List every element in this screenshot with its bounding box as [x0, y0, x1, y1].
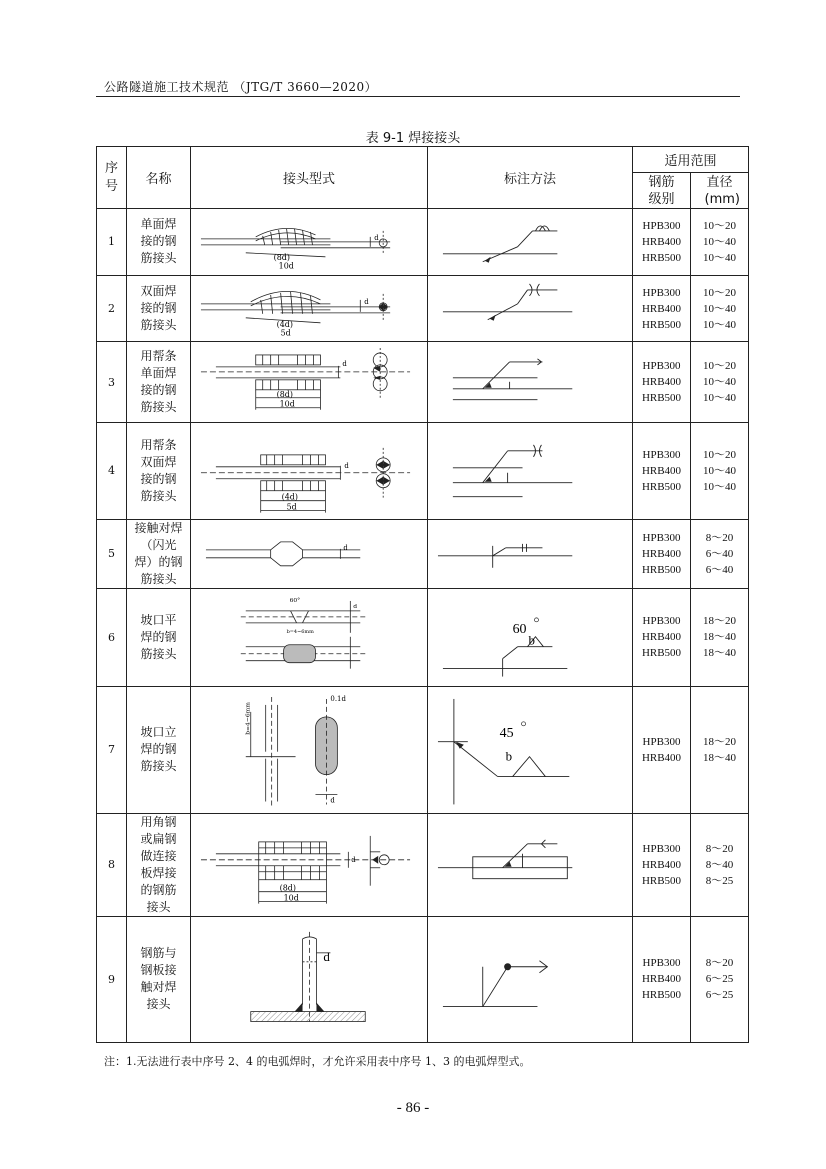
dia-value: 10～40 — [703, 251, 736, 264]
mark-figure — [428, 519, 633, 588]
dia-cell — [691, 588, 749, 687]
mark-figure — [428, 275, 633, 342]
grade-value: HRB400 — [641, 631, 682, 644]
header-scope: 适用范围 — [633, 147, 749, 173]
row-number: 2 — [97, 275, 127, 342]
joint-figure — [191, 588, 428, 687]
grade-value: HRB500 — [641, 392, 682, 405]
dim-label: d — [342, 360, 347, 369]
row-number: 7 — [97, 687, 127, 813]
joint-drawing-2 — [191, 276, 427, 342]
grade-value: HPB300 — [642, 615, 681, 628]
grade-cell — [633, 519, 691, 588]
joint-figure — [191, 687, 428, 813]
joint-figure — [191, 275, 428, 342]
dim-label: 0.1d — [330, 695, 346, 704]
row-name-text: 坡口立焊的钢筋接头 — [140, 725, 177, 774]
dia-cell — [691, 813, 749, 916]
dim-label: d — [344, 461, 349, 470]
dim-label: 5d — [286, 502, 297, 512]
joint-drawing-7 — [191, 687, 427, 812]
grade-cell — [633, 687, 691, 813]
dia-cell — [691, 687, 749, 813]
dia-cell — [691, 275, 749, 342]
row-name-text: 双面焊接的钢筋接头 — [140, 284, 177, 333]
dia-value: 10～40 — [703, 464, 736, 477]
grade-value: HPB300 — [642, 957, 681, 970]
grade-value: HPB300 — [642, 448, 681, 461]
dia-value: 8～20 — [705, 842, 734, 855]
joint-figure — [191, 813, 428, 916]
joint-figure — [191, 423, 428, 520]
row-name — [127, 687, 191, 813]
dim-label: (4d) — [281, 492, 298, 502]
header-mark: 标注方法 — [428, 147, 633, 209]
header-name: 名称 — [127, 147, 191, 209]
joint-figure — [191, 916, 428, 1042]
mark-figure — [428, 588, 633, 687]
grade-cell — [633, 916, 691, 1042]
header-joint: 接头型式 — [191, 147, 428, 209]
dia-value: 8～40 — [705, 858, 734, 871]
table-row — [97, 687, 749, 813]
dim-label: 10d — [279, 400, 295, 410]
grade-value: HRB400 — [641, 235, 682, 248]
dia-cell — [691, 519, 749, 588]
grade-value: HRB500 — [641, 647, 682, 660]
joint-drawing-8 — [191, 814, 427, 916]
grade-cell — [633, 813, 691, 916]
dia-value: 10～20 — [703, 448, 736, 461]
table-row — [97, 342, 749, 423]
grade-value: HPB300 — [642, 531, 681, 544]
row-name — [127, 342, 191, 423]
row-number: 3 — [97, 342, 127, 423]
dia-cell — [691, 423, 749, 520]
dim-label: b=4~6mm — [286, 628, 314, 635]
table-row — [97, 916, 749, 1042]
row-name — [127, 423, 191, 520]
table-note: 注：1.无法进行表中序号 2、4 的电弧焊时，才允许采用表中序号 1、3 的电弧焊型式。 — [104, 1055, 531, 1068]
mark-drawing-6 — [428, 589, 632, 687]
row-number: 5 — [97, 519, 127, 588]
mark-figure — [428, 916, 633, 1042]
grade-cell — [633, 275, 691, 342]
grade-cell — [633, 209, 691, 276]
row-name-text: 用帮条单面焊接的钢筋接头 — [140, 349, 177, 415]
dia-value: 8～20 — [705, 531, 734, 544]
running-header: 公路隧道施工技术规范 （JTG/T 3660—2020） — [104, 80, 378, 94]
mark-figure — [428, 813, 633, 916]
table-row — [97, 209, 749, 276]
grade-value: HRB500 — [641, 989, 682, 1002]
dia-cell — [691, 916, 749, 1042]
row-number: 1 — [97, 209, 127, 276]
angle-label: 60 — [512, 621, 527, 637]
grade-value: HPB300 — [642, 286, 681, 299]
angle-label: 60° — [289, 596, 301, 604]
row-name — [127, 209, 191, 276]
row-number: 9 — [97, 916, 127, 1042]
row-name-text: 用角钢或扁钢做连接板焊接的钢筋接头 — [140, 814, 177, 914]
dia-value: 10～40 — [703, 480, 736, 493]
header-seq — [97, 147, 127, 209]
grade-value: HRB400 — [641, 302, 682, 315]
row-name-text: 单面焊接的钢筋接头 — [140, 217, 177, 266]
row-name-text: 用帮条双面焊接的钢筋接头 — [140, 437, 177, 503]
dim-label: d — [364, 297, 369, 306]
mark-drawing-4 — [428, 423, 632, 519]
joint-figure — [191, 209, 428, 276]
row-name-text: 坡口平焊的钢筋接头 — [140, 612, 177, 661]
header-rule — [96, 96, 740, 97]
dim-label: d — [351, 855, 356, 864]
grade-value: HRB500 — [641, 563, 682, 576]
dia-value: 6～25 — [705, 989, 734, 1002]
dim-label: d — [343, 543, 348, 552]
grade-value: HRB400 — [641, 547, 682, 560]
row-name — [127, 588, 191, 687]
dia-value: 6～25 — [705, 973, 734, 986]
row-name-text: 钢筋与钢板接触对焊接头 — [140, 946, 177, 1012]
dim-label: b=4~6mm — [244, 702, 252, 736]
grade-value: HRB500 — [641, 480, 682, 493]
dia-value: 18～20 — [703, 615, 736, 628]
header-dia: 直径(mm) — [691, 173, 749, 209]
dia-value: 18～40 — [703, 751, 736, 764]
row-number: 8 — [97, 813, 127, 916]
grade-value: HRB500 — [641, 874, 682, 887]
mark-drawing-8 — [428, 814, 632, 916]
mark-figure — [428, 342, 633, 423]
dim-label: d — [353, 602, 358, 610]
dia-value: 10～40 — [703, 376, 736, 389]
mark-figure — [428, 423, 633, 520]
table-caption: 表 9-1 焊接接头 — [365, 131, 461, 146]
mark-drawing-9 — [428, 917, 632, 1042]
row-name — [127, 275, 191, 342]
mark-drawing-5 — [428, 520, 632, 588]
dia-cell — [691, 209, 749, 276]
table-row — [97, 275, 749, 342]
grade-value: HRB400 — [641, 464, 682, 477]
row-number: 6 — [97, 588, 127, 687]
joint-drawing-4 — [191, 423, 427, 519]
joint-drawing-3 — [191, 342, 427, 422]
dim-label: (8d) — [273, 252, 291, 262]
dim-label: 10d — [278, 261, 294, 271]
table-row — [97, 423, 749, 520]
dia-value: 8～25 — [705, 874, 734, 887]
row-name — [127, 813, 191, 916]
dia-value: 10～40 — [703, 235, 736, 248]
mark-figure — [428, 209, 633, 276]
grade-value: HRB500 — [641, 251, 682, 264]
gap-label: b — [505, 748, 513, 764]
dim-label: d — [330, 796, 335, 805]
dia-value: 10～40 — [703, 392, 736, 405]
grade-cell — [633, 423, 691, 520]
grade-cell — [633, 342, 691, 423]
row-name — [127, 519, 191, 588]
mark-drawing-2 — [428, 276, 632, 342]
dia-value: 6～40 — [705, 563, 734, 576]
joint-figure — [191, 342, 428, 423]
joint-figure — [191, 519, 428, 588]
grade-value: HPB300 — [642, 219, 681, 232]
header-seq-text: 序号 — [104, 160, 118, 194]
dim-label: d — [374, 233, 379, 242]
dim-label: 5d — [280, 328, 291, 338]
table-row — [97, 813, 749, 916]
row-name — [127, 916, 191, 1042]
dia-value: 8～20 — [705, 957, 734, 970]
dim-label: d — [323, 948, 330, 964]
mark-drawing-3 — [428, 342, 632, 422]
table-row — [97, 588, 749, 687]
dia-value: 10～40 — [703, 318, 736, 331]
page-number: - 86 - — [396, 1100, 430, 1116]
grade-value: HRB400 — [641, 751, 682, 764]
grade-value: HPB300 — [642, 360, 681, 373]
grade-value: HPB300 — [642, 842, 681, 855]
dia-value: 10～40 — [703, 302, 736, 315]
grade-value: HRB400 — [641, 973, 682, 986]
row-name-text: 接触对焊（闪光焊）的钢筋接头 — [134, 520, 183, 586]
dia-cell — [691, 342, 749, 423]
joint-drawing-5 — [191, 520, 427, 588]
joint-drawing-9 — [191, 917, 427, 1042]
angle-label: 45 — [499, 726, 514, 742]
mark-drawing-7 — [428, 687, 632, 812]
dim-label: (8d) — [279, 883, 296, 893]
dia-value: 10～20 — [703, 360, 736, 373]
dia-value: 10～20 — [703, 219, 736, 232]
grade-cell — [633, 588, 691, 687]
table-row — [97, 519, 749, 588]
mark-figure — [428, 687, 633, 813]
grade-value: HRB400 — [641, 376, 682, 389]
dim-label: 10d — [283, 893, 299, 903]
dia-value: 18～40 — [703, 631, 736, 644]
grade-value: HRB400 — [641, 858, 682, 871]
joint-drawing-1 — [191, 209, 427, 275]
mark-drawing-1 — [428, 209, 632, 275]
dim-label: (4d) — [276, 319, 293, 329]
dia-value: 10～20 — [703, 286, 736, 299]
gap-label: b — [528, 632, 535, 648]
grade-value: HPB300 — [642, 735, 681, 748]
row-number: 4 — [97, 423, 127, 520]
dia-value: 18～20 — [703, 735, 736, 748]
grade-value: HRB500 — [641, 318, 682, 331]
dia-value: 6～40 — [705, 547, 734, 560]
header-grade: 钢筋级别 — [633, 173, 691, 209]
dim-label: (8d) — [276, 390, 293, 400]
welding-joint-table — [96, 146, 749, 1043]
dia-value: 18～40 — [703, 647, 736, 660]
joint-drawing-6 — [191, 589, 427, 687]
